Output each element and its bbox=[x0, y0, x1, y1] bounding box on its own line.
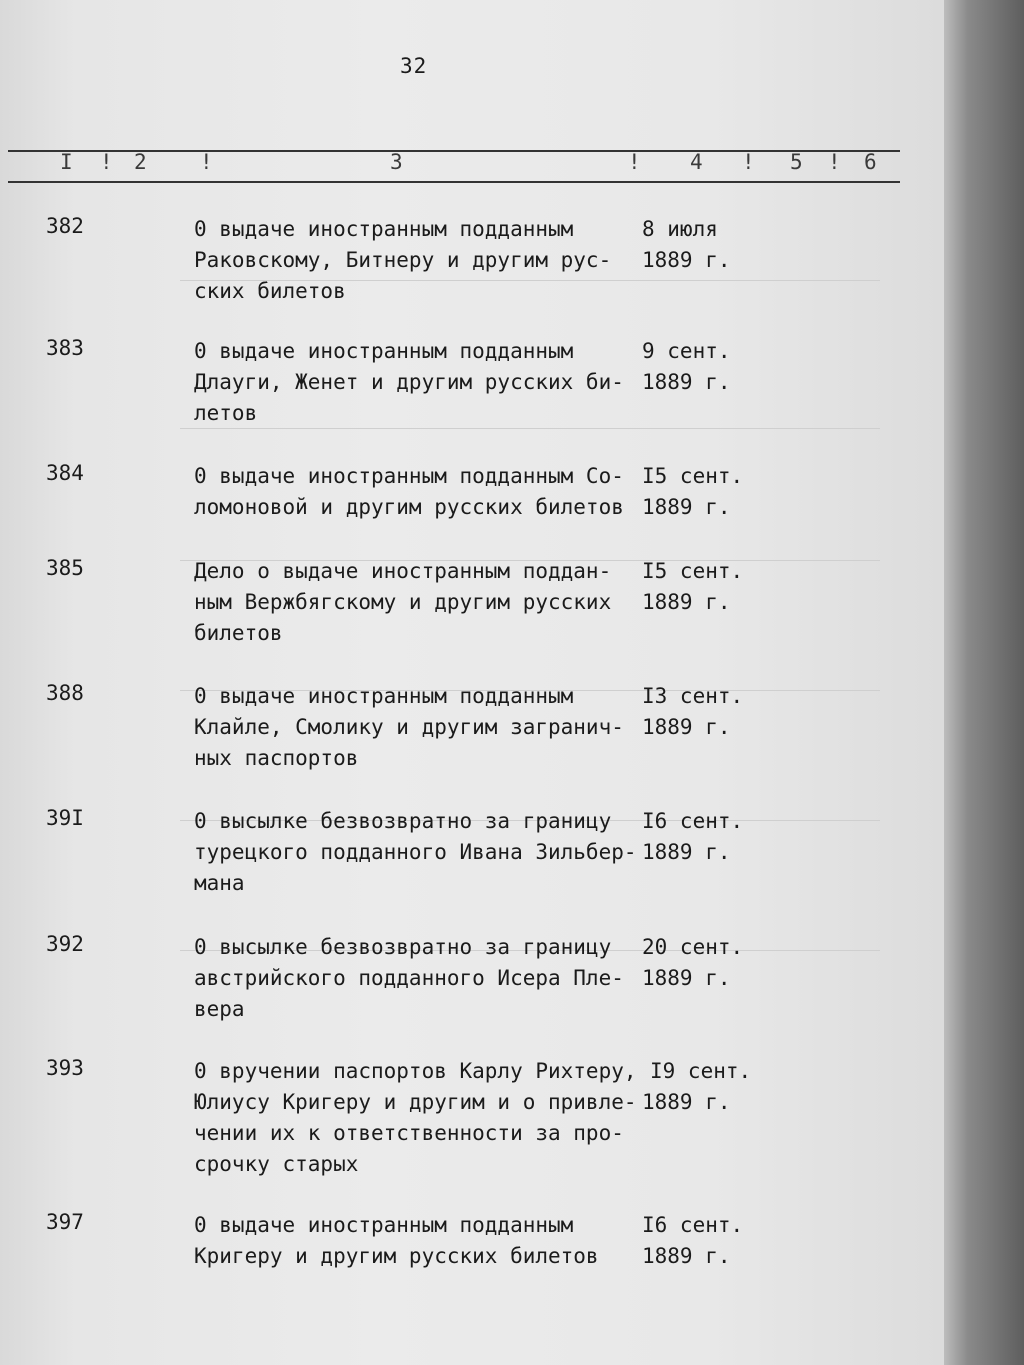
table-header-bottom-rule bbox=[8, 181, 900, 183]
title-line: ным Вержбягскому и другим русских bbox=[194, 590, 612, 614]
date-line: 1889 г. bbox=[642, 590, 731, 614]
date-line: I5 сент. bbox=[642, 464, 744, 488]
record-number: 397 bbox=[46, 1210, 84, 1234]
title-line: 0 выдаче иностранным подданным bbox=[194, 217, 574, 241]
title-line: 0 высылке безвозвратно за границу bbox=[194, 809, 612, 833]
date-line: 1889 г. bbox=[642, 370, 731, 394]
title-line: турецкого подданного Ивана Зильбер- bbox=[194, 840, 637, 864]
date-line: 1889 г. bbox=[642, 1090, 731, 1114]
title-line: вера bbox=[194, 997, 245, 1021]
column-separator: ! bbox=[828, 150, 841, 174]
title-line: 0 выдаче иностранным подданным bbox=[194, 339, 574, 363]
record-number: 384 bbox=[46, 461, 84, 485]
title-line: австрийского подданного Исера Пле- bbox=[194, 966, 624, 990]
column-5-header: 5 bbox=[790, 150, 803, 174]
title-line: 0 выдаче иностранным подданным Со- bbox=[194, 464, 624, 488]
date-line: 20 сент. bbox=[642, 935, 744, 959]
title-line: мана bbox=[194, 871, 245, 895]
record-number: 383 bbox=[46, 336, 84, 360]
title-line: чении их к ответственности за про- bbox=[194, 1121, 624, 1145]
date-line: 1889 г. bbox=[642, 248, 731, 272]
date-line: 1889 г. bbox=[642, 840, 731, 864]
column-6-header: 6 bbox=[864, 150, 877, 174]
date-line: 8 июля bbox=[642, 217, 718, 241]
record-date bbox=[642, 214, 731, 276]
record-date bbox=[642, 1210, 743, 1272]
title-line: Дело о выдаче иностранным поддан- bbox=[194, 559, 612, 583]
title-line: срочку старых bbox=[194, 1152, 359, 1176]
record-number: 385 bbox=[46, 556, 84, 580]
title-line: ных паспортов bbox=[194, 746, 359, 770]
record-date bbox=[642, 681, 743, 743]
record-number: 388 bbox=[46, 681, 84, 705]
date-line: I5 сент. bbox=[642, 559, 744, 583]
title-line: ских билетов bbox=[194, 279, 346, 303]
date-line: 1889 г. bbox=[642, 1244, 731, 1268]
title-line: Клайле, Смолику и другим загранич- bbox=[194, 715, 624, 739]
date-line: 1889 г. bbox=[642, 715, 731, 739]
record-date bbox=[642, 932, 743, 994]
column-separator: ! bbox=[628, 150, 641, 174]
record-date bbox=[642, 461, 743, 523]
record-date bbox=[642, 1056, 752, 1118]
record-number: 382 bbox=[46, 214, 84, 238]
date-line: I9 сент. bbox=[650, 1059, 752, 1083]
record-title bbox=[194, 1210, 599, 1272]
record-number: 393 bbox=[46, 1056, 84, 1080]
title-line: Юлиусу Кригеру и другим и о привле- bbox=[194, 1090, 637, 1114]
record-title bbox=[194, 681, 624, 774]
title-line: 0 выдаче иностранным подданным bbox=[194, 684, 574, 708]
title-line: билетов bbox=[194, 621, 283, 645]
title-line: летов bbox=[194, 401, 258, 425]
column-separator: ! bbox=[100, 150, 113, 174]
title-line: 0 высылке безвозвратно за границу bbox=[194, 935, 612, 959]
title-line: 0 вручении паспортов Карлу Рихтеру, bbox=[194, 1059, 637, 1083]
column-1-header: I bbox=[60, 150, 73, 174]
record-title bbox=[194, 556, 611, 649]
page-edge-shadow bbox=[944, 0, 1024, 1365]
title-line: Длауги, Женет и другим русских би- bbox=[194, 370, 624, 394]
column-separator: ! bbox=[200, 150, 213, 174]
column-4-header: 4 bbox=[690, 150, 703, 174]
date-line: 9 сент. bbox=[642, 339, 731, 363]
record-title bbox=[194, 932, 624, 1025]
record-title bbox=[194, 1056, 637, 1180]
page-number: 32 bbox=[400, 54, 428, 78]
title-line: Кригеру и другим русских билетов bbox=[194, 1244, 599, 1268]
title-line: Раковскому, Битнеру и другим рус- bbox=[194, 248, 612, 272]
date-line: I6 сент. bbox=[642, 1213, 744, 1237]
date-line: 1889 г. bbox=[642, 495, 731, 519]
date-line: I6 сент. bbox=[642, 809, 744, 833]
column-separator: ! bbox=[742, 150, 755, 174]
record-date bbox=[642, 806, 743, 868]
title-line: ломоновой и другим русских билетов bbox=[194, 495, 624, 519]
column-3-header: 3 bbox=[390, 150, 403, 174]
record-title bbox=[194, 336, 624, 429]
record-title bbox=[194, 806, 637, 899]
column-2-header: 2 bbox=[134, 150, 147, 174]
record-title bbox=[194, 461, 624, 523]
record-number: 392 bbox=[46, 932, 84, 956]
record-date bbox=[642, 556, 743, 618]
date-line: I3 сент. bbox=[642, 684, 744, 708]
date-line: 1889 г. bbox=[642, 966, 731, 990]
record-date bbox=[642, 336, 731, 398]
title-line: 0 выдаче иностранным подданным bbox=[194, 1213, 574, 1237]
record-title bbox=[194, 214, 611, 307]
record-number: 39I bbox=[46, 806, 84, 830]
